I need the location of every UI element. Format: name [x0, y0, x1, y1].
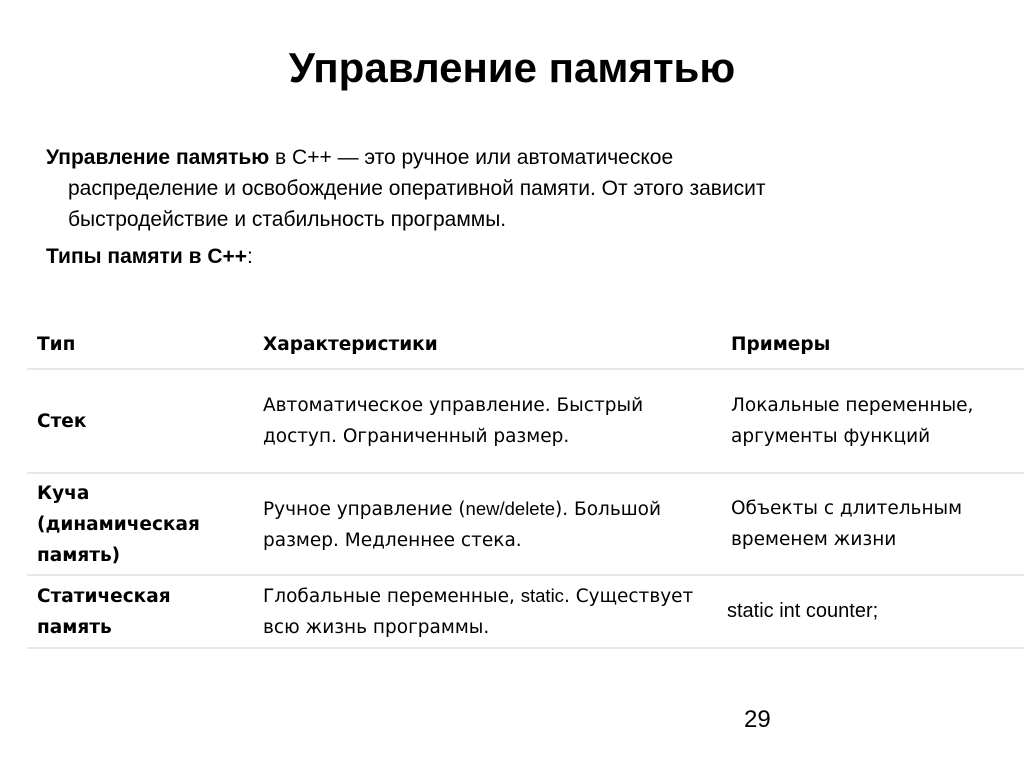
- cell-examples: Локальные переменные, аргументы функций: [721, 369, 1024, 473]
- table-row: [27, 369, 1024, 473]
- chars-code: static: [520, 585, 564, 606]
- header-characteristics: Характеристики: [253, 320, 721, 369]
- types-heading-colon: :: [247, 245, 253, 268]
- chars-text: Глобальные переменные,: [263, 586, 521, 607]
- cell-examples: Объекты с длительным временем жизни: [721, 473, 1024, 575]
- cell-type: Статическая память: [27, 575, 253, 648]
- intro-term: Управление памятью: [46, 146, 270, 169]
- chars-text: . Существует всю жизнь программы.: [263, 586, 694, 638]
- memory-types-table: [27, 320, 1024, 649]
- cell-type: Стек: [27, 369, 253, 473]
- intro-line-3: быстродействие и стабильность программы.: [68, 208, 507, 231]
- types-heading: [46, 245, 253, 269]
- intro-line-1: в C++ — это ручное или автоматическое: [269, 146, 674, 169]
- chars-text: Ручное управление (: [263, 498, 466, 520]
- cell-examples: static int counter;: [721, 575, 1024, 648]
- cell-characteristics: [253, 473, 721, 575]
- cell-type: Куча (динамическая память): [27, 473, 253, 575]
- chars-code: new/delete: [465, 497, 556, 519]
- header-examples: Примеры: [721, 320, 1024, 369]
- chars-text: ). Большой размер. Медленнее стека.: [263, 498, 662, 551]
- intro-line-2: распределение и освобождение оперативной памяти. От этого зависит: [68, 177, 766, 200]
- table-header-row: [27, 320, 1024, 369]
- intro-paragraph: [46, 142, 765, 235]
- cell-characteristics: Автоматическое управление. Быстрый доступ. Ограниченный размер.: [253, 369, 721, 473]
- page-number: 29: [744, 706, 771, 733]
- table-row: [27, 575, 1024, 648]
- types-heading-text: Типы памяти в C++: [46, 245, 248, 268]
- table-row: [27, 473, 1024, 575]
- cell-characteristics: [253, 575, 721, 648]
- slide-title: Управление памятью: [288, 44, 736, 91]
- header-type: Тип: [27, 320, 253, 369]
